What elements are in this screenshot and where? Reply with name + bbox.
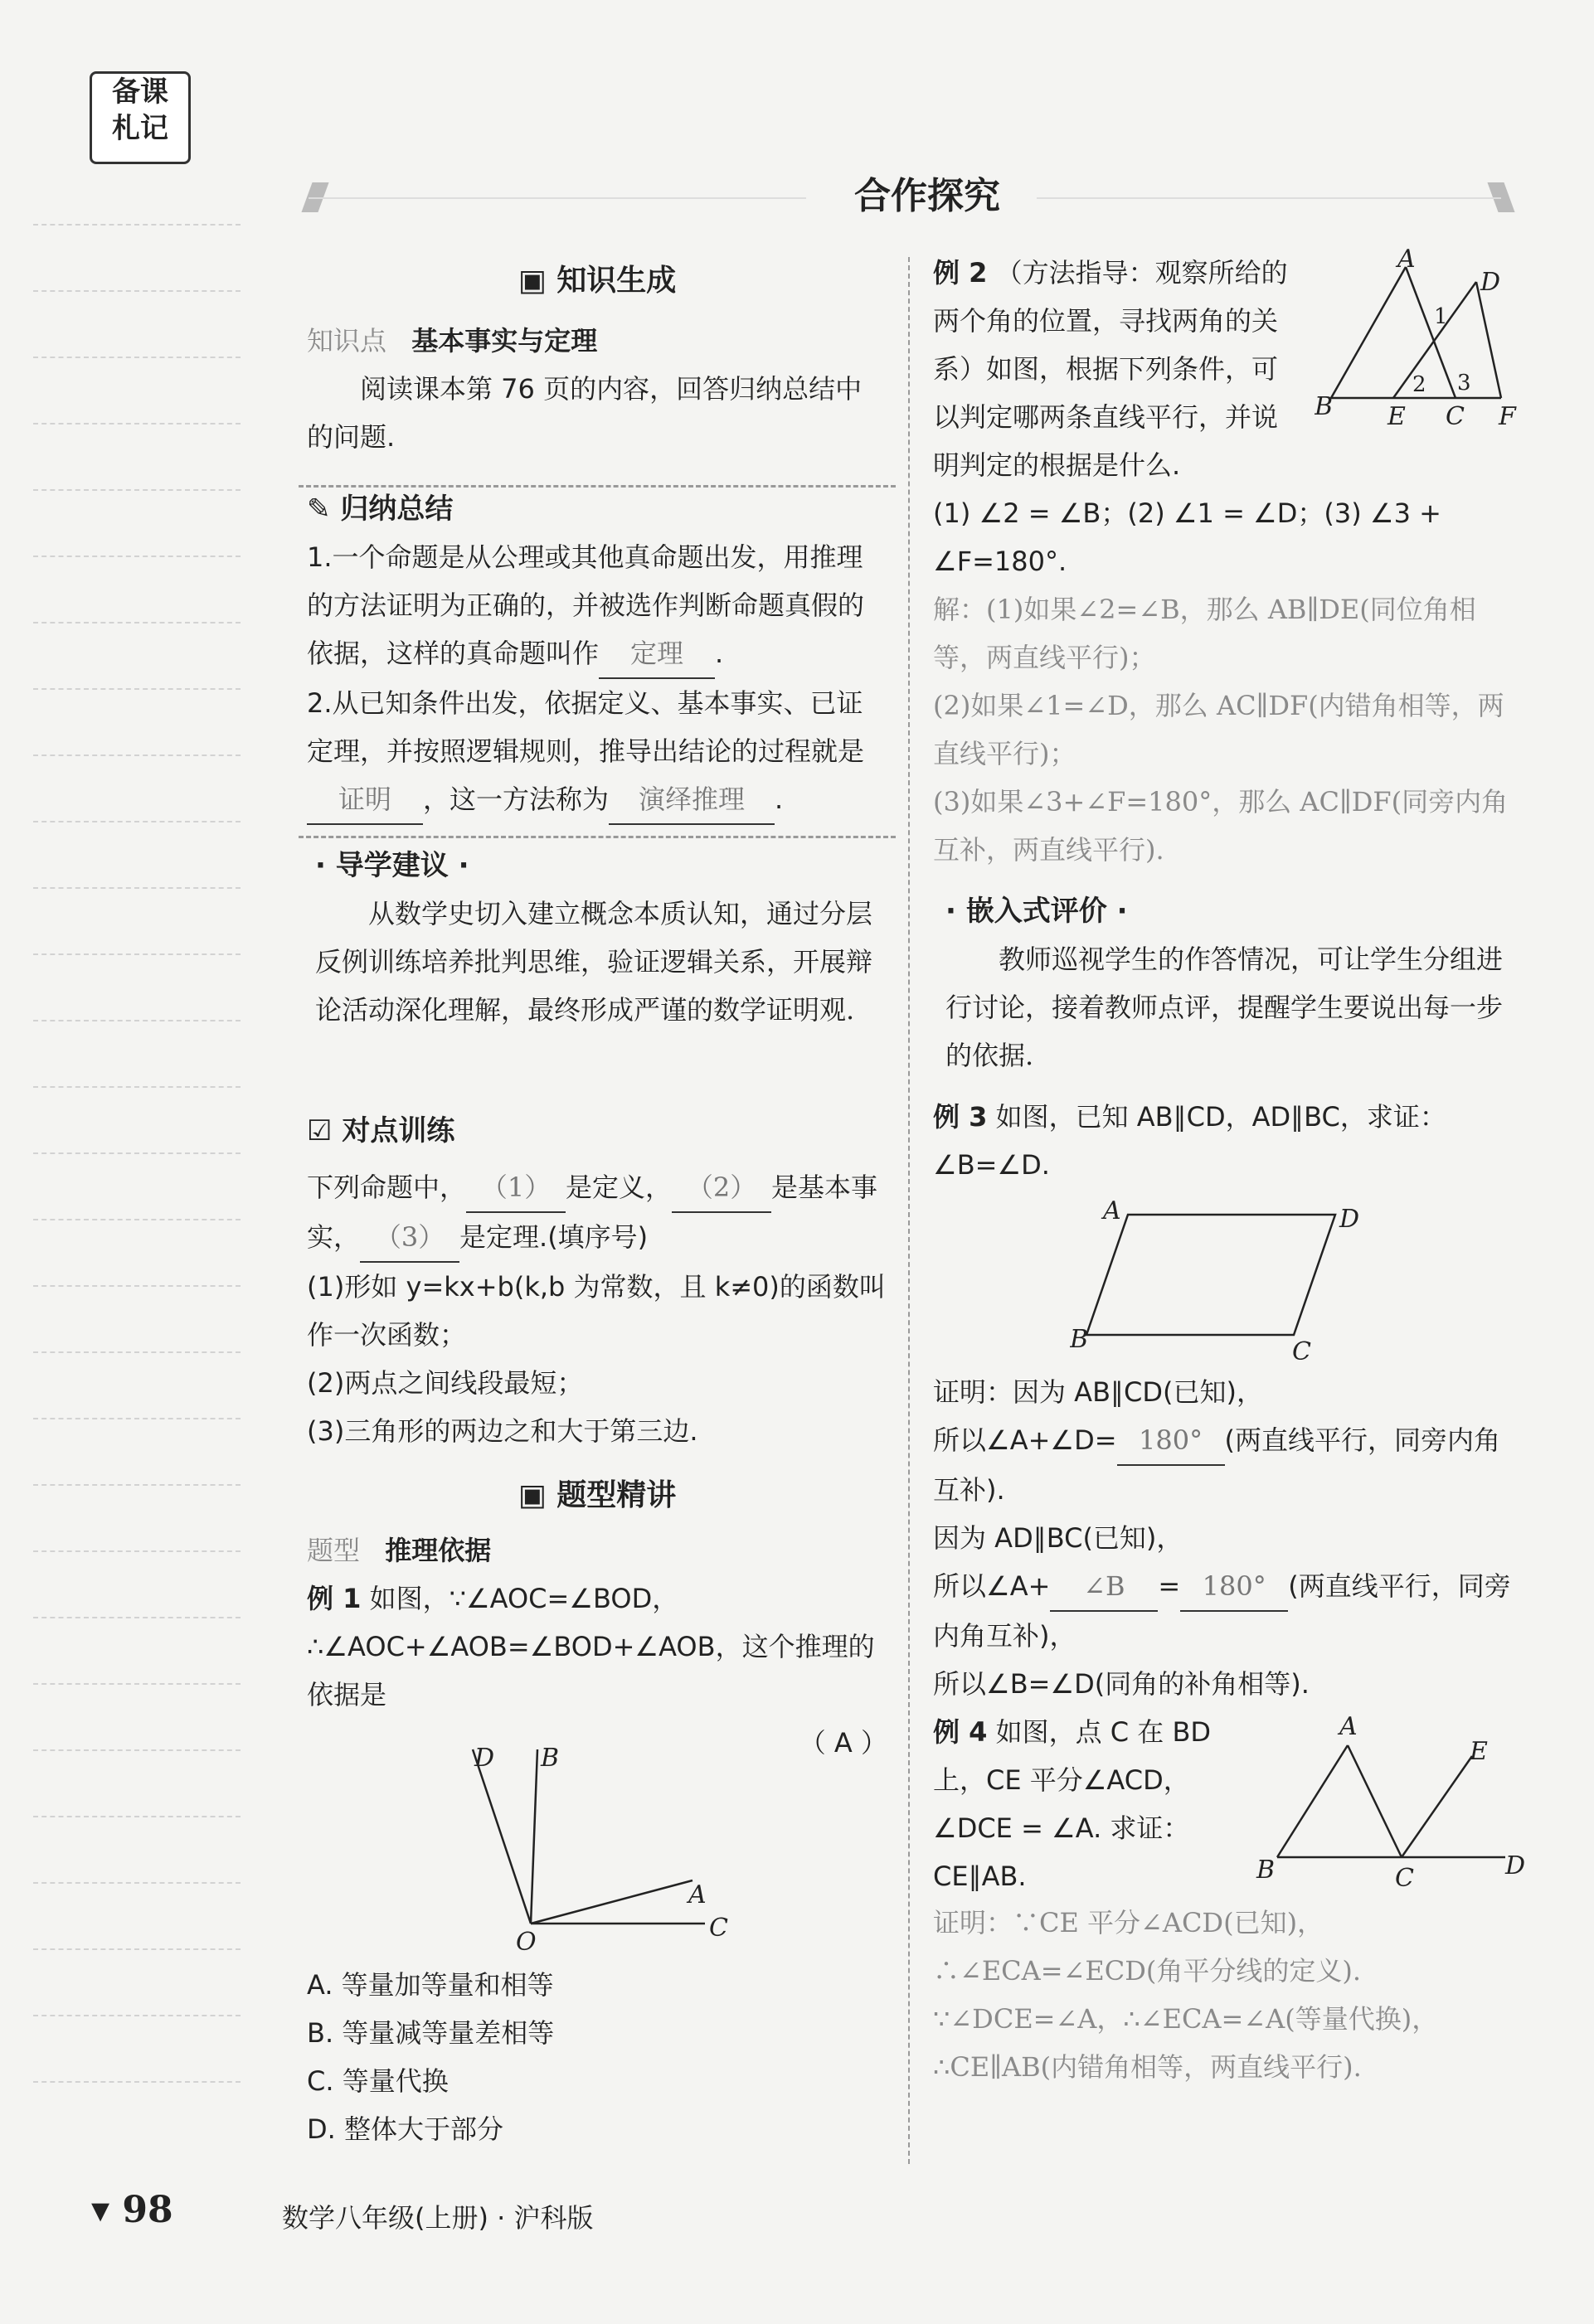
label-B: B (1256, 1856, 1276, 1885)
label-B: B (1315, 392, 1334, 421)
types-tag: 题型 (307, 1535, 361, 1566)
types-heading: ▣ 题型精讲 (518, 1478, 677, 1512)
note-line (33, 1749, 241, 1751)
training-item-3: (3)三角形的两边之和大于第三边. (307, 1415, 698, 1447)
example3-text: 如图，已知 AB∥CD，AD∥BC，求证：∠B=∠D. (933, 1101, 1446, 1181)
note-line (33, 821, 241, 822)
label-A: A (1103, 1196, 1121, 1225)
label-B: B (541, 1744, 560, 1773)
ray-OD (473, 1749, 531, 1924)
example3-proof-4: 所以∠A+ ∠B = 180° (两直线平行，同旁内角互补)， (933, 1562, 1522, 1660)
example2-label: 例 2 (933, 257, 988, 289)
note-line (33, 1020, 241, 1021)
note-line (33, 688, 241, 690)
label-D: D (474, 1744, 495, 1773)
knowledge-intro: 阅读课本第 76 页的内容，回答归纳总结中的问题. (307, 373, 863, 453)
example3-figure (1070, 1194, 1377, 1360)
example1-figure (448, 1733, 763, 1957)
note-line (33, 1948, 241, 1950)
note-line (33, 357, 241, 358)
knowledge-tag: 知识点 (307, 325, 387, 357)
label-E: E (1387, 402, 1406, 431)
label-F: F (1499, 402, 1516, 431)
example2-figure (1315, 249, 1530, 435)
option-a: A. 等量加等量和相等 (307, 1969, 554, 2001)
guide-text: 从数学史切入建立概念本质认知，通过分层反例训练培养批判思维，验证逻辑关系，开展辩论活动深化理解，最终形成严谨的数学证明观. (315, 898, 873, 1026)
line-BA (1277, 1745, 1348, 1857)
label-B: B (1070, 1325, 1089, 1354)
example2-conditions: (1) ∠2 = ∠B；(2) ∠1 = ∠D；(3) ∠3 + ∠F=180°. (933, 497, 1441, 577)
example3-proof-3: 因为 AD∥BC(已知)， (933, 1522, 1183, 1554)
option-c: C. 等量代换 (307, 2065, 449, 2097)
note-line (33, 1086, 241, 1088)
label-2: 2 (1412, 372, 1426, 397)
answer-blank: 180° (1117, 1416, 1225, 1466)
note-line (33, 556, 241, 557)
knowledge-heading: ▣ 知识生成 (518, 264, 677, 298)
example2-solution-2: (2)如果∠1=∠D，那么 AC∥DF(内错角相等，两直线平行)； (933, 690, 1504, 769)
ray-OB (531, 1749, 537, 1924)
section-title: 合作探究 (854, 175, 1000, 217)
arrow-icon: ▾ (91, 2189, 123, 2231)
answer-blank: 证明 (307, 775, 423, 825)
answer-blank: 定理 (599, 629, 715, 679)
knowledge-icon: ▣ (518, 264, 557, 298)
edit-icon: ☑ (307, 1114, 343, 1147)
example4-figure (1252, 1708, 1526, 1899)
label-A: A (1397, 249, 1416, 274)
note-line (33, 423, 241, 425)
pencil-icon: ✎ (307, 492, 341, 526)
example3 (933, 1093, 1522, 1189)
example4-proof-3: ∴CE∥AB(内错角相等，两直线平行). (933, 2051, 1362, 2083)
line-BA (1331, 267, 1406, 398)
answer-blank: 演绎推理 (609, 775, 775, 825)
note-line (33, 224, 241, 226)
guide-heading: · 导学建议 · (315, 849, 469, 882)
notes-box (90, 71, 191, 164)
example2-solution-1: 解：(1)如果∠2=∠B，那么 AB∥DE(同位角相等，两直线平行)； (933, 594, 1476, 673)
example1-text: 如图，∵∠AOC=∠BOD，∴∠AOC+∠AOB=∠BOD+∠AOB，这个推理的依据是 (307, 1583, 875, 1710)
label-3: 3 (1457, 371, 1471, 395)
label-E: E (1470, 1737, 1488, 1766)
line-AC (1348, 1745, 1402, 1857)
label-D: D (1480, 268, 1501, 297)
note-line (33, 290, 241, 292)
header-rule-left (309, 197, 806, 199)
example2-solution-3: (3)如果∠3+∠F=180°，那么 AC∥DF(同旁内角互补，两直线平行). (933, 786, 1509, 866)
note-line (33, 1351, 241, 1353)
line-CE (1402, 1756, 1472, 1857)
note-line (33, 887, 241, 889)
note-line (33, 754, 241, 756)
note-line (33, 1484, 241, 1486)
label-D: D (1505, 1851, 1526, 1880)
parallelogram-ABCD (1086, 1215, 1335, 1335)
summary-item-1: 1.一个命题是从公理或其他真命题出发，用推理的方法证明为正确的，并被选作判断命题真假的依据，这样的真命题叫作 定理 . (307, 533, 887, 679)
knowledge-topic-line (307, 317, 887, 365)
example2-text: （方法指导：观察所给的两个角的位置，寻找两角的关系）如图，根据下列条件，可以判定哪两条直线平行，并说明判定的根据是什么. (933, 257, 1288, 481)
training-item-1: (1)形如 y=kx+b(k,b 为常数，且 k≠0)的函数叫作一次函数； (307, 1271, 886, 1351)
label-D: D (1339, 1205, 1360, 1234)
label-C: C (709, 1914, 728, 1943)
label-O: O (516, 1928, 537, 1957)
note-line (33, 2081, 241, 2083)
example4-label: 例 4 (933, 1716, 988, 1748)
label-1: 1 (1434, 304, 1448, 329)
note-line (33, 1285, 241, 1287)
label-A: A (1339, 1712, 1358, 1741)
embedded-heading: · 嵌入式评价 · (945, 895, 1128, 928)
answer-blank: （3） (360, 1213, 459, 1263)
example4 (933, 1708, 1265, 1900)
note-line (33, 1152, 241, 1154)
example2 (933, 249, 1302, 489)
label-C: C (1395, 1864, 1414, 1893)
answer-blank: 180° (1180, 1562, 1288, 1612)
training-item-2: (2)两点之间线段最短； (307, 1367, 584, 1399)
answer-blank: （1） (466, 1163, 566, 1213)
answer-blank: ∠B (1050, 1562, 1158, 1612)
page-number: ▾ 98 (91, 2189, 173, 2231)
note-line (33, 1617, 241, 1618)
note-line (33, 622, 241, 623)
note-line (33, 489, 241, 491)
book-title: 数学八年级(上册) · 沪科版 (282, 2202, 594, 2234)
summary-heading: ✎ 归纳总结 (307, 492, 454, 526)
note-line (33, 1418, 241, 1419)
example4-text: 如图，点 C 在 BD 上，CE 平分∠ACD，∠DCE = ∠A. 求证：CE∥AB. (933, 1716, 1212, 1892)
training-heading: ☑ 对点训练 (307, 1114, 455, 1147)
note-line (33, 1882, 241, 1884)
example3-proof-1: 证明：因为 AB∥CD(已知)， (933, 1376, 1263, 1408)
types-icon: ▣ (518, 1478, 557, 1512)
types-topic-line (307, 1526, 887, 1574)
example1 (307, 1574, 887, 1719)
answer-blank: （2） (672, 1163, 771, 1213)
notes-box-line1: 备课 (112, 75, 168, 109)
types-topic: 推理依据 (385, 1535, 492, 1566)
note-line (33, 1816, 241, 1817)
example3-proof-2: 所以∠A+∠D= 180° (两直线平行，同旁内角互补). (933, 1416, 1522, 1514)
notes-box-line2: 札记 (112, 112, 168, 145)
header-rule-right (1037, 197, 1501, 199)
note-line (33, 1219, 241, 1220)
example1-answer: （ A ） (799, 1727, 887, 1759)
example3-proof-5: 所以∠B=∠D(同角的补角相等). (933, 1668, 1310, 1700)
column-divider (908, 257, 910, 2164)
ray-OA (531, 1880, 693, 1924)
example1-label: 例 1 (307, 1583, 362, 1614)
example4-proof-1: 证明：∵CE 平分∠ACD(已知)，∴∠ECA=∠ECD(角平分线的定义). (933, 1907, 1362, 1987)
summary-item-2: 2.从已知条件出发，依据定义、基本事实、已证定理，并按照逻辑规则，推导出结论的过程就是证明 ，这一方法称为 演绎推理 . (307, 679, 887, 825)
note-line (33, 953, 241, 955)
note-line (33, 1550, 241, 1552)
option-d: D. 整体大于部分 (307, 2113, 503, 2145)
label-A: A (688, 1880, 707, 1909)
knowledge-topic: 基本事实与定理 (411, 325, 598, 357)
label-C: C (1446, 402, 1465, 431)
example4-proof-2: ∵∠DCE=∠A，∴∠ECA=∠A(等量代换)， (933, 2003, 1439, 2035)
training-question: 下列命题中， （1） 是定义， （2） 是基本事实， （3） 是定理.(填序号) (307, 1163, 887, 1263)
option-b: B. 等量减等量差相等 (307, 2017, 555, 2049)
label-C: C (1292, 1337, 1311, 1360)
note-line (33, 2015, 241, 2016)
embedded-text: 教师巡视学生的作答情况，可让学生分组进行讨论，接着教师点评，提醒学生要说出每一步的依据. (945, 944, 1504, 1071)
note-line (33, 1683, 241, 1685)
line-DF (1476, 282, 1501, 398)
example3-label: 例 3 (933, 1101, 988, 1133)
